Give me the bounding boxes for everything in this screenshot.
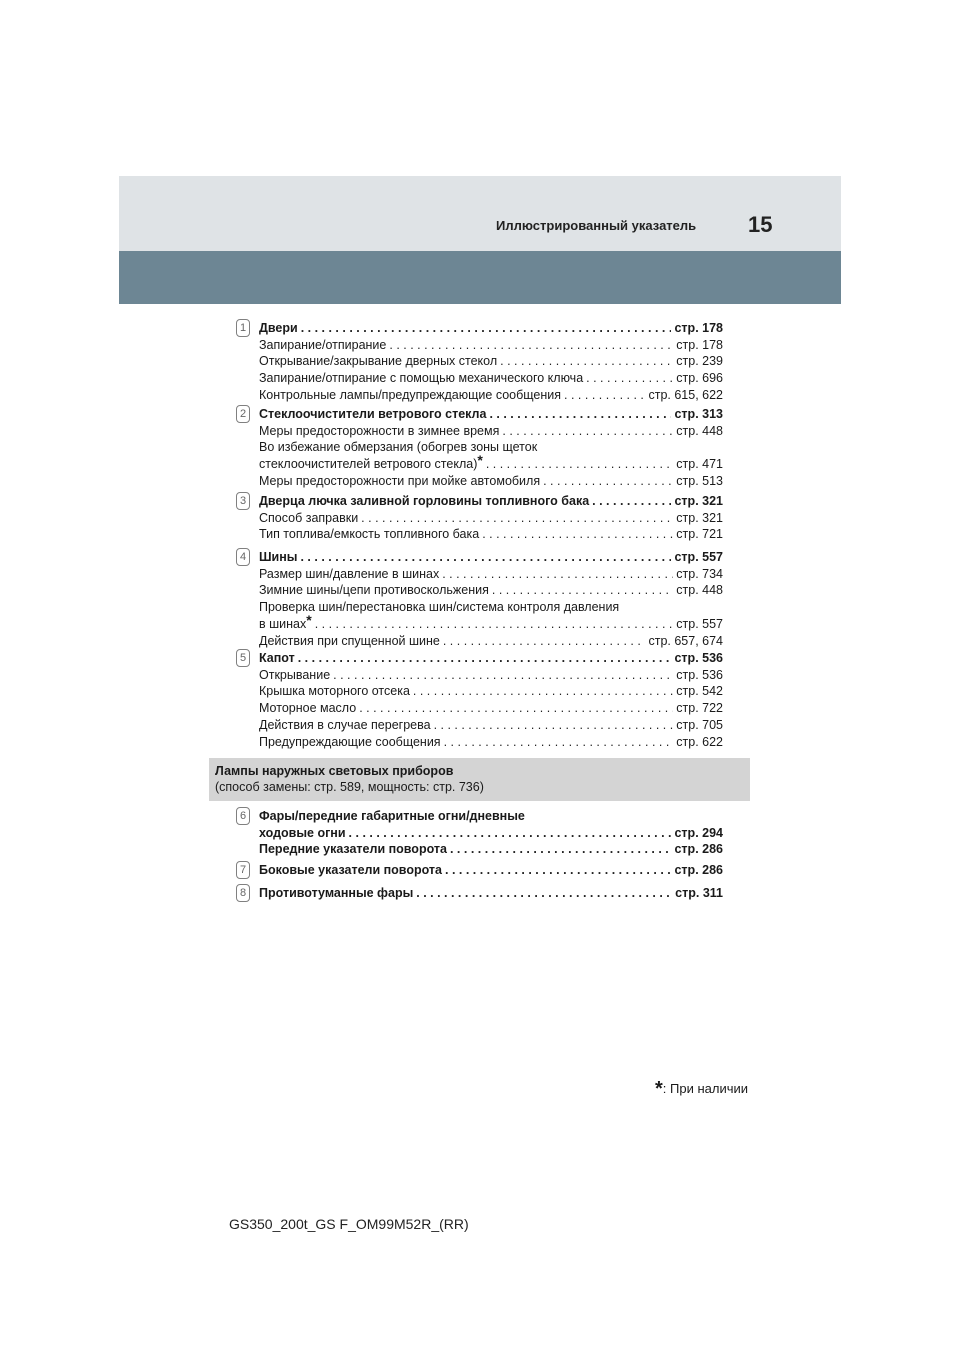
page-reference[interactable]: стр. 615, 622 — [648, 387, 723, 402]
section-number-badge: 2 — [236, 405, 250, 423]
page-reference[interactable]: стр. 513 — [676, 473, 723, 488]
page-reference[interactable]: стр. 705 — [676, 717, 723, 732]
footnote-marker: * — [477, 452, 483, 469]
dot-leader — [301, 320, 672, 336]
index-section — [236, 650, 736, 754]
entry-label: Меры предосторожности в зимнее время — [259, 423, 500, 438]
index-section — [236, 885, 736, 906]
page-reference[interactable]: стр. 294 — [674, 825, 723, 840]
dot-leader — [592, 493, 671, 509]
index-entry-main[interactable] — [259, 320, 723, 336]
dot-leader — [492, 582, 673, 598]
index-entry-line: Фары/передние габаритные огни/дневные — [259, 809, 525, 823]
page-reference[interactable]: стр. 321 — [674, 494, 723, 508]
section-number-badge: 5 — [236, 649, 250, 667]
dot-leader — [359, 700, 673, 716]
exterior-lights-subtitle: (способ замены: стр. 589, мощность: стр. 736) — [215, 780, 484, 794]
footnote-marker: * — [306, 611, 312, 628]
dot-leader — [586, 370, 673, 386]
dot-leader — [315, 616, 674, 632]
entry-label: Стеклоочистители ветрового стекла — [259, 407, 487, 421]
page-reference[interactable]: стр. 178 — [674, 321, 723, 335]
page-reference[interactable]: стр. 286 — [674, 842, 723, 857]
entry-label: стеклоочистителей ветрового стекла) — [259, 457, 478, 472]
dot-leader — [502, 423, 673, 439]
page-reference[interactable]: стр. 471 — [676, 457, 723, 472]
section-number-badge: 6 — [236, 807, 250, 825]
index-entry[interactable] — [259, 582, 723, 598]
index-entry-main[interactable] — [259, 841, 723, 857]
entry-label: Открывание/закрывание дверных стекол — [259, 354, 498, 369]
index-entry[interactable] — [259, 566, 723, 582]
entry-label: Передние указатели поворота — [259, 842, 447, 857]
page-reference[interactable]: стр. 542 — [676, 684, 723, 699]
index-entry[interactable] — [259, 473, 723, 489]
page-reference[interactable]: стр. 448 — [676, 583, 723, 598]
index-entry-main[interactable] — [259, 825, 723, 841]
section-number-badge: 4 — [236, 548, 250, 566]
index-section — [236, 549, 736, 653]
entry-label: Открывание — [259, 667, 331, 682]
index-section — [236, 493, 736, 547]
entry-label: Действия в случае перегрева — [259, 717, 431, 732]
dot-leader — [443, 633, 646, 649]
page-reference[interactable]: стр. 721 — [676, 527, 723, 542]
index-entry[interactable] — [259, 700, 723, 716]
page-reference[interactable]: стр. 622 — [676, 734, 723, 749]
entry-label: в шинах — [259, 616, 307, 631]
page-number: 15 — [748, 212, 773, 237]
page-reference[interactable]: стр. 321 — [676, 510, 723, 525]
dot-leader — [564, 387, 645, 403]
page-reference[interactable]: стр. 239 — [676, 354, 723, 369]
section-number-badge: 7 — [236, 861, 250, 879]
page-reference[interactable]: стр. 722 — [676, 701, 723, 716]
page-reference[interactable]: стр. 557 — [674, 550, 723, 564]
index-entry[interactable] — [259, 423, 723, 439]
dot-leader — [444, 734, 674, 750]
entry-label: Запирание/отпирание — [259, 337, 387, 352]
section-number-badge: 8 — [236, 884, 250, 902]
header-band-dark — [119, 251, 841, 304]
footnote-text: : При наличии — [662, 1081, 749, 1096]
entry-label: ходовые огни — [259, 825, 346, 840]
exterior-lights-title: Лампы наружных световых приборов — [215, 764, 454, 778]
entry-label: Меры предосторожности при мойке автомобиля — [259, 473, 541, 488]
index-entry-main[interactable] — [259, 493, 723, 509]
dot-leader — [445, 862, 671, 878]
index-section — [236, 808, 736, 862]
dot-leader — [434, 717, 674, 733]
entry-label: Противотуманные фары — [259, 886, 414, 900]
entry-label: Предупреждающие сообщения — [259, 734, 441, 749]
dot-leader — [442, 566, 673, 582]
page-reference[interactable]: стр. 311 — [675, 886, 723, 900]
index-entry[interactable] — [259, 717, 723, 733]
index-entry-line: Во избежание обмерзания (обогрев зоны щеток — [259, 440, 538, 455]
exterior-lights-box — [209, 758, 750, 801]
page-reference[interactable]: стр. 696 — [676, 371, 723, 386]
index-entry[interactable] — [259, 370, 723, 386]
page-reference[interactable]: стр. 178 — [676, 337, 723, 352]
header-band-light — [119, 176, 841, 251]
page-title: Иллюстрированный указатель — [496, 218, 697, 233]
index-entry[interactable] — [259, 353, 723, 369]
index-entry-line: Проверка шин/перестановка шин/система контроля давления — [259, 600, 620, 615]
index-entry[interactable] — [259, 667, 723, 683]
footnote — [655, 1078, 749, 1104]
page-reference[interactable]: стр. 286 — [674, 863, 723, 877]
entry-label: Размер шин/давление в шинах — [259, 566, 440, 581]
index-entry[interactable] — [259, 526, 723, 542]
index-entry[interactable] — [259, 633, 723, 649]
index-entry[interactable] — [259, 683, 723, 699]
dot-leader — [298, 650, 672, 666]
index-entry-main[interactable] — [259, 406, 723, 422]
entry-label: Дверца лючка заливной горловины топливного бака — [259, 494, 590, 508]
footnote-star: * — [655, 1078, 663, 1100]
index-entry[interactable] — [259, 452, 723, 472]
page-reference[interactable]: стр. 536 — [674, 651, 723, 665]
index-section — [236, 320, 736, 408]
section-number-badge: 3 — [236, 492, 250, 510]
dot-leader — [361, 510, 673, 526]
entry-label: Двери — [259, 321, 298, 335]
index-entry[interactable] — [259, 510, 723, 526]
dot-leader — [450, 841, 672, 857]
entry-label: Способ заправки — [259, 510, 359, 525]
index-entry[interactable] — [259, 734, 723, 750]
dot-leader — [543, 473, 673, 489]
dot-leader — [416, 885, 672, 901]
page-reference[interactable]: стр. 557 — [676, 616, 723, 631]
dot-leader — [486, 456, 673, 472]
page-reference[interactable]: стр. 536 — [676, 667, 723, 682]
entry-label: Контрольные лампы/предупреждающие сообщения — [259, 387, 562, 402]
dot-leader — [349, 825, 672, 841]
page-reference[interactable]: стр. 313 — [674, 407, 723, 421]
index-entry-main[interactable] — [259, 549, 723, 565]
entry-label: Капот — [259, 651, 295, 665]
document-id: GS350_200t_GS F_OM99M52R_(RR) — [229, 1216, 469, 1232]
entry-label: Крышка моторного отсека — [259, 684, 410, 699]
index-section — [236, 406, 736, 494]
section-number-badge: 1 — [236, 319, 250, 337]
dot-leader — [300, 549, 671, 565]
dot-leader — [389, 337, 673, 353]
page-reference[interactable]: стр. 448 — [676, 423, 723, 438]
dot-leader — [482, 526, 673, 542]
page-reference[interactable]: стр. 657, 674 — [648, 633, 723, 648]
entry-label: Моторное масло — [259, 701, 357, 716]
entry-label: Действия при спущенной шине — [259, 633, 440, 648]
index-entry-main[interactable] — [259, 862, 723, 878]
index-entry-main[interactable] — [259, 885, 723, 901]
index-entry[interactable] — [259, 611, 723, 632]
dot-leader — [333, 667, 673, 683]
dot-leader — [500, 353, 673, 369]
entry-label: Шины — [259, 550, 298, 564]
index-entry[interactable] — [259, 337, 723, 353]
page-reference[interactable]: стр. 734 — [676, 566, 723, 581]
entry-label: Зимние шины/цепи противоскольжения — [259, 583, 489, 598]
index-entry[interactable] — [259, 387, 723, 403]
index-section — [236, 862, 736, 883]
dot-leader — [489, 406, 671, 422]
entry-label: Боковые указатели поворота — [259, 863, 442, 877]
entry-label: Запирание/отпирание с помощью механического ключа — [259, 371, 584, 386]
entry-label: Тип топлива/емкость топливного бака — [259, 527, 480, 542]
dot-leader — [413, 683, 673, 699]
index-entry-main[interactable] — [259, 650, 723, 666]
